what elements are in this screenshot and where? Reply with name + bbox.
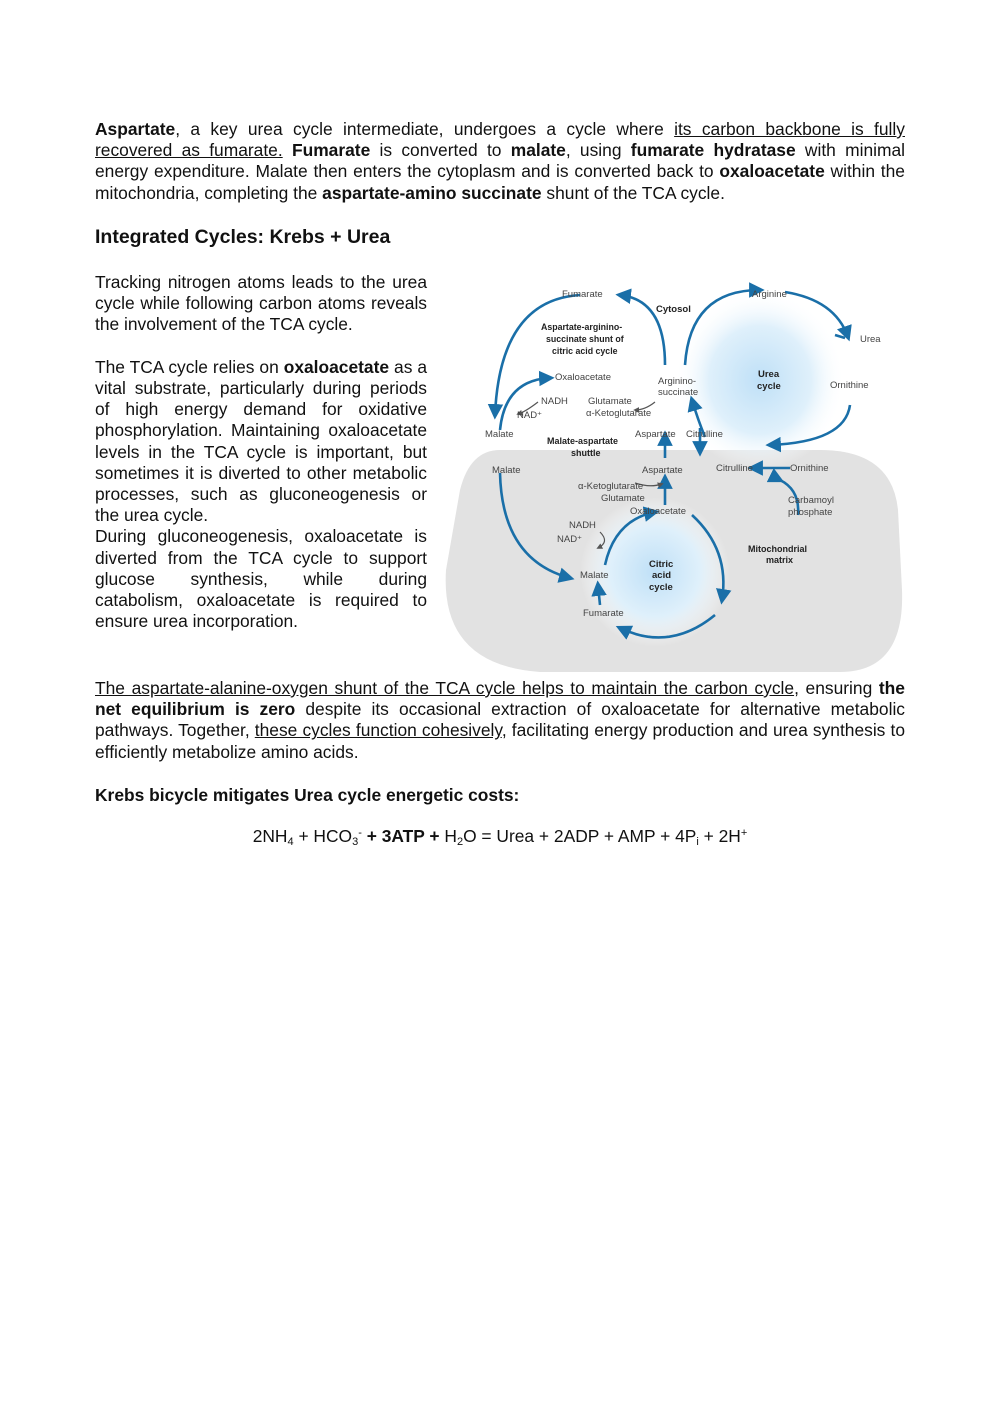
label-urea: Urea: [860, 334, 881, 345]
label-mitochondrial-matrix: Mitochondrial: [748, 544, 807, 554]
term-malate: malate: [510, 140, 566, 161]
label-carbamoyl-phosphate: phosphate: [788, 507, 833, 518]
label-malate: Malate: [485, 429, 514, 440]
label-urea-cycle: Urea: [758, 369, 780, 380]
label-shunt: succinate shunt of: [546, 334, 624, 344]
label-glutamate: Glutamate: [601, 493, 645, 504]
label-shunt: Aspartate-arginino-: [541, 322, 623, 332]
label-citric-acid-cycle: acid: [652, 570, 672, 581]
label-shunt: citric acid cycle: [552, 346, 618, 356]
label-arginine: Arginine: [752, 289, 787, 300]
subheading: Krebs bicycle mitigates Urea cycle energetic costs:: [95, 785, 520, 805]
label-carbamoyl-phosphate: Carbamoyl: [788, 495, 834, 506]
label-mitochondrial-matrix: matrix: [766, 555, 794, 565]
term-aspartate: Aspartate: [95, 119, 176, 139]
label-malate: Malate: [580, 570, 609, 581]
term-oxaloacetate: oxaloacetate: [719, 161, 825, 182]
paragraph-gluconeogenesis: During gluconeogenesis, oxaloacetate is diverted from the TCA cycle to support glucose synthesis, while during catabolism, oxaloacetate is required to ensure urea incorporation.: [95, 526, 427, 632]
underlined-phrase: The aspartate-alanine-oxygen shunt of the TCA cycle helps to maintain the carbon cycle: [95, 678, 795, 698]
label-cytosol: Cytosol: [656, 304, 691, 315]
left-text-column: [95, 272, 427, 632]
label-citric-acid-cycle: cycle: [649, 582, 673, 593]
label-nad: NAD⁺: [517, 410, 543, 421]
label-malate-aspartate-shuttle: Malate-aspartate: [547, 436, 619, 446]
label-glutamate: Glutamate: [588, 396, 632, 407]
bold-phrase: the net equilibrium is zero: [95, 678, 905, 720]
label-argininosuccinate: Arginino-: [658, 376, 697, 387]
urea-cycle-equation: $2NH_4 + HCO_3^- + 3ATP + H_2O$ = Urea + 2ADP + AMP + $4P_i + 2H^+$: [252, 826, 748, 848]
label-malate-aspartate-shuttle: shuttle: [571, 448, 601, 458]
paragraph-tca: The TCA cycle relies on oxaloacetate as a vital substrate, particularly during periods of high energy demand for oxidative phosphorylation. Maintaining oxaloacetate levels in the TCA cycle is important, but sometimes it is diverted to other metabolic processes, such as gluconeogenesis or the urea cycle.: [95, 356, 427, 526]
label-nad: NAD⁺: [557, 534, 583, 545]
label-aspartate: Aspartate: [642, 465, 683, 476]
label-argininosuccinate: succinate: [658, 387, 699, 398]
label-ornithine: Ornithine: [790, 463, 829, 474]
term-fumarate: Fumarate: [291, 140, 371, 161]
underlined-phrase: these cycles function cohesively: [254, 720, 502, 741]
label-citrulline: Citrulline: [686, 429, 723, 440]
label-oxaloacetate: Oxaloacetate: [630, 506, 686, 517]
urea-cycle-arrow: [835, 335, 845, 338]
term-shunt: aspartate-amino succinate: [322, 182, 542, 203]
label-alpha-ketoglutarate: α-Ketoglutarate: [578, 481, 644, 492]
intro-paragraph: Aspartate, a key urea cycle intermediate, undergoes a cycle where its carbon backbone is fully recovered as fumarate. Fumarate is converted to malate, using fumarate hydratase with minimal energy expenditure. Malate then enters the cytoplasm and is converted back to oxaloacetate within the mitochondria, completing the aspartate-amino succinate shunt of the TCA cycle.: [95, 119, 906, 203]
paragraph-tracking: Tracking nitrogen atoms leads to the urea cycle while following carbon atoms reveals the involvement of the TCA cycle.: [95, 272, 427, 335]
label-fumarate: Fumarate: [583, 608, 624, 619]
label-alpha-ketoglutarate: α-Ketoglutarate: [586, 408, 652, 419]
krebs-urea-diagram: [440, 280, 910, 675]
label-oxaloacetate: Oxaloacetate: [555, 372, 611, 383]
label-aspartate: Aspartate: [635, 429, 676, 440]
label-malate: Malate: [492, 465, 521, 476]
label-urea-cycle: cycle: [757, 381, 781, 392]
label-nadh: NADH: [569, 520, 596, 531]
label-citric-acid-cycle: Citric: [649, 559, 674, 570]
section-title: Integrated Cycles: Krebs + Urea: [95, 226, 391, 248]
label-fumarate: Fumarate: [562, 289, 603, 300]
term-fumarate-hydratase: fumarate hydratase: [630, 140, 796, 161]
label-ornithine: Ornithine: [830, 380, 869, 391]
label-citrulline: Citrulline: [716, 463, 753, 474]
label-nadh: NADH: [541, 396, 568, 407]
conclusion-paragraph: The aspartate-alanine-oxygen shunt of the TCA cycle helps to maintain the carbon cycle, ensuring the net equilibrium is zero despite its occasional extraction of oxaloacetate for alternative metabolic pathways. Together, these cycles function cohesively, facilitating energy production and urea synthesis to efficiently metabolize amino acids.: [95, 678, 905, 762]
underlined-phrase: its carbon backbone is fully recovered as fumarate.: [95, 119, 905, 161]
